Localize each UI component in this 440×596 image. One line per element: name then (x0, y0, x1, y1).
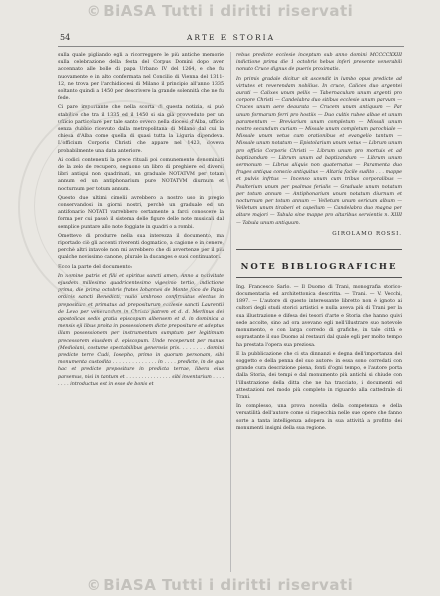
watermark-top (0, 2, 440, 20)
author-signature: GIROLAMO ROSSI. (332, 230, 402, 237)
page-number: 54 (60, 33, 71, 42)
paragraph: Ing. Francesco Sarlo. — Il Duomo di Trani, monografia storico-documentaria ed architettonica descritta. — Trani. — V. Vecchi, 1897. — L'autore di questo interessante libretto non è ignoto ai cultori degli studi storici artistici e nulla aveva più di Trani per la sua illustrazione e difesa dei tesori d'arte e Storia che hanno quivi sede accolte, sino ad ora avevano egli nell'illustrare suo notevole monumento, e con larga corredo di grafiche, in tale città e soprastante il suo Duomo al restauri dal quale egli per molto tempo ha prestata l'opera sua preziosa. (236, 284, 402, 348)
paragraph: Ai codici contenenti la prece rituali poi comunemente denominati de la zelo de recupero, seguono un libro di preghiere ed diversi libri antiqui non quadrinati, un graduale NOTATVM per totam annum ed un antiphonarium pure NOTATVM diurnum et nocturnum per totum annum. (58, 157, 224, 192)
stamp-inner-ring (34, 116, 214, 296)
library-stamp (18, 100, 232, 314)
paragraph: sulla quale pigliando egli a ricorreggere le più antiche memorie sulla celebrazione della festa del Corpus Domini dopo aver accennato alle bolle di papa Urbano IV del 1264, e che fu nuovamente e in alto confermata nel Concilio di Vienna del 1311-12, ne trova per l'archidiocesi di Milano il principio all'anno 1335 soltanto quindi a 1450 per descrivere la grande solennità che ne fu fede. (58, 53, 224, 102)
watermark-text: BiASA Tutti i diritti riservati (103, 2, 354, 20)
paragraph: Questo due ultimi cimelii avrebbero a nostro uso in pregio conservandosi in giorni nostri, perchè un graduale ed un antifonario NOTATI varrebbero certamente a farci conoscere la forma per cui passò il sistema delle figure delle note musicali dal semplice puntare allo note foggiate in quadri o a rombi. (58, 195, 224, 230)
running-title: ARTE E STORIA (187, 33, 275, 42)
watermark-text: BiASA Tutti i diritti riservati (103, 576, 354, 594)
paragraph: In complesso, una prova novella della competenza e della versatilità dell'autore come si rispecchia nelle sue opere che fanno sorte a tanta intelligenza adopera in sua attività a profitto dei monumenti insigni della sua regione. (236, 404, 402, 431)
paragraph: E la pubblicazione che ci sta dinnanzi e degna dell'importanza del soggetto e della penna del suo autore: in essa sono corredati con grande cura descrizione piena, fonti d'ogni tempo, e l'autore porta dalla Storia, dei tempi e dal monumento più antichi si chiude con l'illustrazione della ditta che ne ha tracciato, i documenti ed attestazioni nel modo più completo in riguardo alla cattedrale di Trani. (236, 351, 402, 400)
paragraph: Omettevo di produrre nella sua interezza il documento, ma riportado ciò gli accenti riverenti dogmatico, a cagione e in cenere, perchè altri intavole non mi avrebbero che di avvertenze per il più qualche novissimo canone, plurale la ducanges e suoi continuatori. (58, 233, 224, 261)
right-column (236, 52, 402, 572)
paragraph: Ci pare importante che nella scorta di questa notizia, si può stabilire che tra il 1335 ed il 1450 si sia già provveduto per un ufficio particolare per tale santo ovvero nella diocesi d'Alba, ufficio senza dubbio ricevuto dalla metropolitana di Milano dal cui la chiesa d'Alba come quella di quasi tutta la Liguria dipendeva. L'officium Corporis Christi che appare nel 1423, doveva probabilmente una data anteriore. (58, 105, 224, 154)
copyright-icon: © (86, 4, 102, 20)
document-intro: Ecco la parte del documento: (58, 263, 133, 270)
quoted-document: rebus predicte ecclesie inceptum sub anno domini MCCCCXXIII indictione prima die 1 octobris hebus inferi presente venerabili nonuto Cruce dignus de pueris proximatis. (236, 53, 402, 73)
section-heading (236, 249, 402, 278)
page-header (58, 30, 404, 47)
watermark-bottom (0, 576, 440, 594)
quoted-document: In nomine patris et filii et spiritus sancti amen. Anno a nativitate ejusdem millesimo quadricentesimo vigesimo tertio, indictione prima, die prima octobris frates Iohannes de Monte foco de Papia ordinis sancti Benedicti, nullo umbroso confirmatus electus in prepositum et primatus ad prepositurum ecclesie sancti Laurentii de Levo per venerandum in Christo patrem et d. d. Merlinus dei apostolicas sedis gratia episcopum albensem et d. in dominica a mensis eji libus proita in possessionem dicte prepositure et adeptus illam possessionem per instrumentum sumptum per legitimum precessorem eiusdem d. episcopum. Unde receperunt per manus (Mediolani, costume spectabilibus generosis pris. . . . . . . . domini predicte terre Cudi, Iosepho, primo in quorum personam, sibi monumenta custodita . . . . . . . . . . . . . . in . . . . predicte, in de qua hac et predicte prepositure in predicta terrae, libera eius parsemus, nisi in tantum et . . . . . . . . . . . . . . . sibi inventarium . . . . . . . . introductus est in esse de bonis et (58, 273, 224, 387)
quoted-document: In primis gradale dicitur sit ascendit in lumbo opus predicte ad virtutes et reverendam nobilius. In cruce, Calices duo argentei aurati — Calixes unum pellis — Tabernaculum unum argenti pro corpore Christi — Candelabra duo sitibus ecclesie unum parvum — Cruces unum aere deaurata — Crucem unum antiquum — Par unum formarum ferri pro hostiis — Duo cultis rubee albae et unum paramentum — Breviarium unum completum — Missali unum nostro secundum curiam — Missale unum completum parochiale — Missale unum vetus cum orationibus et evangelio tantum — Missale unum notatum — Epistolarium unum vetus — Librum unum pro officio Corporis Christi — Librum unum pro mortuis et ad baptizandum — Librum unum ad baptizandum — Librum unum sermonum — Librus aliquis non quaternatus — Paramenta duo fruges antiqua conscio antiquitus — Altaria facile sudito . . . mappe et pulvis infrtus — Incenso unum cum tribus corporalibus — Psalterium unum per psalmas ferialis — Graduale unum notatum per totum annum — Antiphonarium unum notatum diurnum et nocturnum per totum annum — Velletum unum sericum album — Velletum unum tiraberi et capellum — Candelabra duo magna per altare majori — Tabula sine mappe pro altaribus servientis n. XIIII — Tabula unum antiquum. (236, 76, 402, 226)
section-title: NOTE BIBLIOGRAFICHE (240, 261, 398, 272)
copyright-icon: © (86, 578, 102, 594)
